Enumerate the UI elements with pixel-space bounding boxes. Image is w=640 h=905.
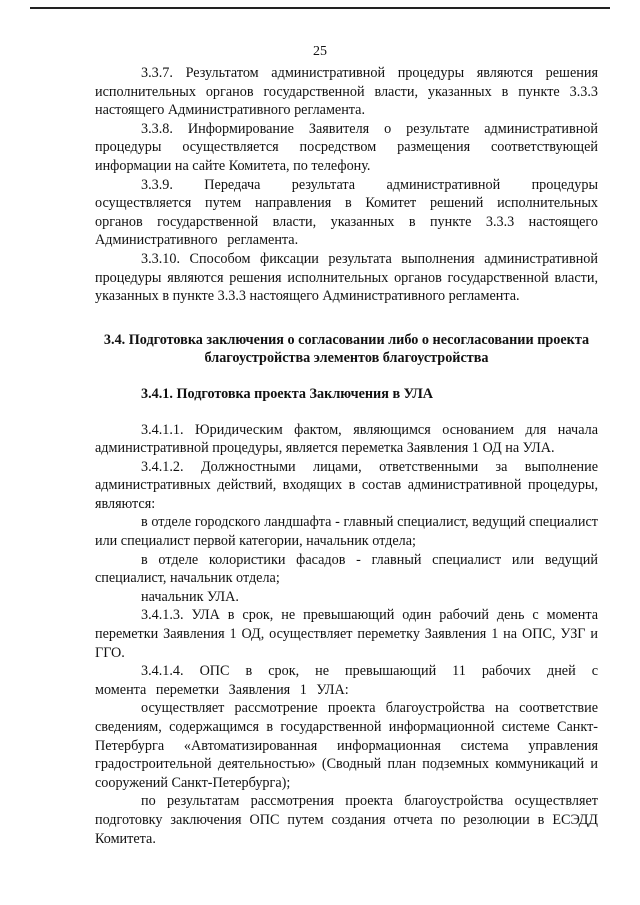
- paragraph-ula-head: начальник УЛА.: [141, 588, 239, 605]
- paragraph-3-3-9: 3.3.9. Передача результата административной процедуры осуществляется путем направления в Комитет решений исполнительных органов государственной власти, указанных в пункте 3.3.3 настоящего Административного регламента.: [95, 176, 598, 249]
- paragraph-facade-dept: в отделе колористики фасадов - главный специалист или ведущий специалист, начальник отдела;: [95, 551, 598, 587]
- paragraph-ops-review: осуществляет рассмотрение проекта благоустройства на соответствие сведениям, содержащимся в государственной информационной системе Санкт-Петербурга «Автоматизированная информационная система управления градостроительной деятельностью» (Сводный план подземных коммуникаций и сооружений Санкт-Петербурга);: [95, 700, 598, 791]
- paragraph-3-3-10: 3.3.10. Способом фиксации результата выполнения административной процедуры являются решения исполнительных органов государственной власти, указанных в пункте 3.3.3 настоящего Административного регламента.: [95, 250, 598, 305]
- page-number: 25: [313, 44, 327, 59]
- paragraph-3-3-8: 3.3.8. Информирование Заявителя о результате административной процедуры осуществляется посредством размещения соответствующей информации на сайте Комитета, по телефону.: [95, 120, 598, 174]
- subsection-heading-3-4-1: 3.4.1. Подготовка проекта Заключения в УЛА: [141, 385, 434, 402]
- paragraph-3-3-7: 3.3.7. Результатом административной процедуры являются решения исполнительных органов государственной власти, указанных в пункте 3.3.3 настоящего Административного регламента.: [95, 65, 598, 119]
- paragraph-3-4-1-1: 3.4.1.1. Юридическим фактом, являющимся основанием для начала административной процедуры, является переметка Заявления 1 ОД на УЛА.: [95, 421, 598, 457]
- paragraph-landscape-dept: в отделе городского ландшафта - главный специалист, ведущий специалист или специалист первой категории, начальник отдела;: [95, 514, 598, 550]
- section-heading-3-4: 3.4. Подготовка заключения о согласовании либо о несогласовании проекта благоустройства элементов благоустройства: [103, 331, 590, 367]
- paragraph-3-4-1-3: 3.4.1.3. УЛА в срок, не превышающий один рабочий день с момента переметки Заявления 1 ОД, осуществляет переметку Заявления 1 на ОПС, УЗГ и ГГО.: [95, 607, 598, 661]
- top-rule: [30, 7, 610, 9]
- paragraph-ops-conclusion: по результатам рассмотрения проекта благоустройства осуществляет подготовку заключения ОПС путем создания отчета по резолюции в ЕСЭДД Комитета.: [95, 793, 598, 847]
- document-body: [95, 64, 598, 848]
- paragraph-3-4-1-2: 3.4.1.2. Должностными лицами, ответственными за выполнение административных действий, входящих в состав административной процедуры, являются:: [95, 458, 598, 512]
- paragraph-3-4-1-4: 3.4.1.4. ОПС в срок, не превышающий 11 рабочих дней с момента переметки Заявления 1 УЛА:: [95, 663, 598, 698]
